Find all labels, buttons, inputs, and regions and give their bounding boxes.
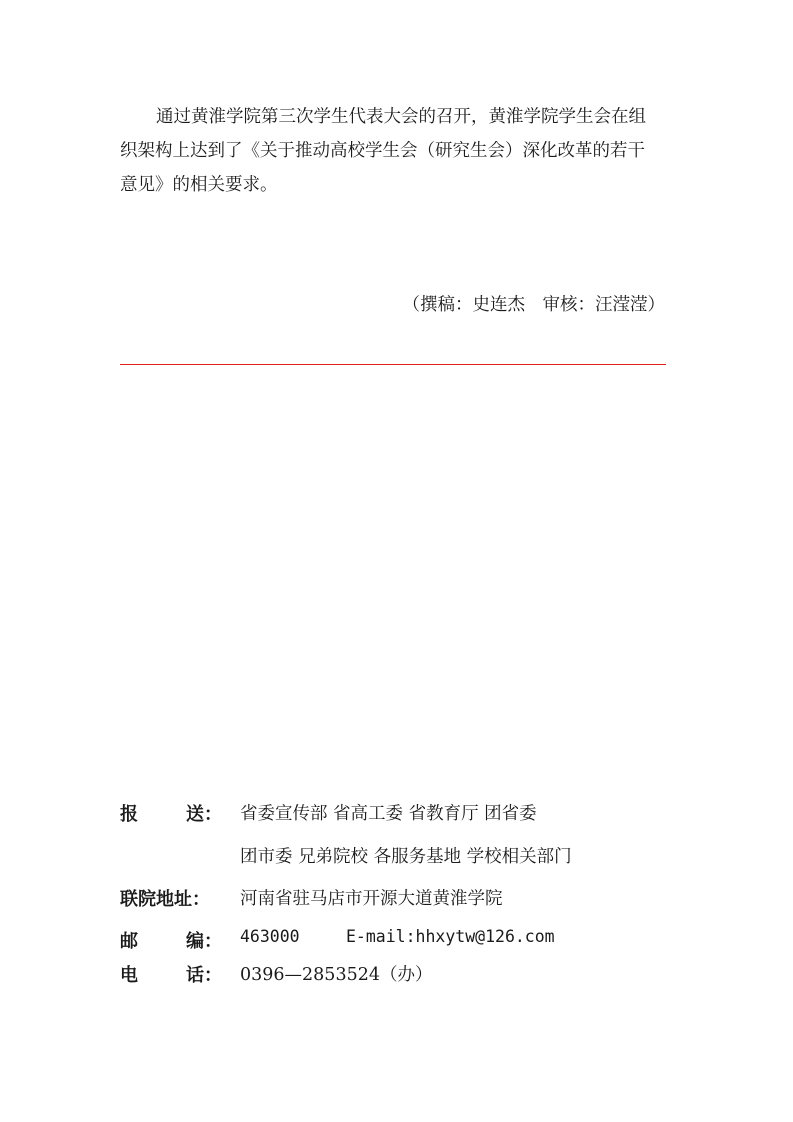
body-paragraph: [120, 100, 666, 202]
postcode-label-char1: 邮: [120, 931, 138, 952]
postcode-value: 463000: [240, 927, 300, 946]
phone-value: 0396—2853524（办）: [240, 965, 433, 985]
paragraph-line-3: 意见》的相关要求。: [120, 175, 278, 195]
email-address: E-mail:hhxytw@126.com: [346, 927, 555, 946]
send-to-label-char2: 送：: [186, 804, 222, 825]
send-to-line-1: 省委宣传部 省高工委 省教育厅 团省委: [240, 804, 537, 824]
red-divider-line: [120, 364, 666, 365]
paragraph-line-2: 织架构上达到了《关于推动高校学生会（研究生会）深化改革的若干: [120, 141, 645, 161]
paragraph-line-1: 通过黄淮学院第三次学生代表大会的召开，黄淮学院学生会在组: [156, 107, 646, 127]
address-label: 联院地址：: [120, 889, 210, 910]
postcode-label-char2: 编：: [186, 931, 222, 952]
send-to-line-2: 团市委 兄弟院校 各服务基地 学校相关部门: [240, 847, 572, 867]
phone-label-char1: 电: [120, 965, 138, 986]
send-to-label-char1: 报: [120, 804, 138, 825]
address-value: 河南省驻马店市开源大道黄淮学院: [240, 889, 503, 909]
phone-label-char2: 话：: [186, 965, 222, 986]
author-reviewer-byline: （撰稿：史连杰 审核：汪滢滢）: [402, 295, 665, 315]
